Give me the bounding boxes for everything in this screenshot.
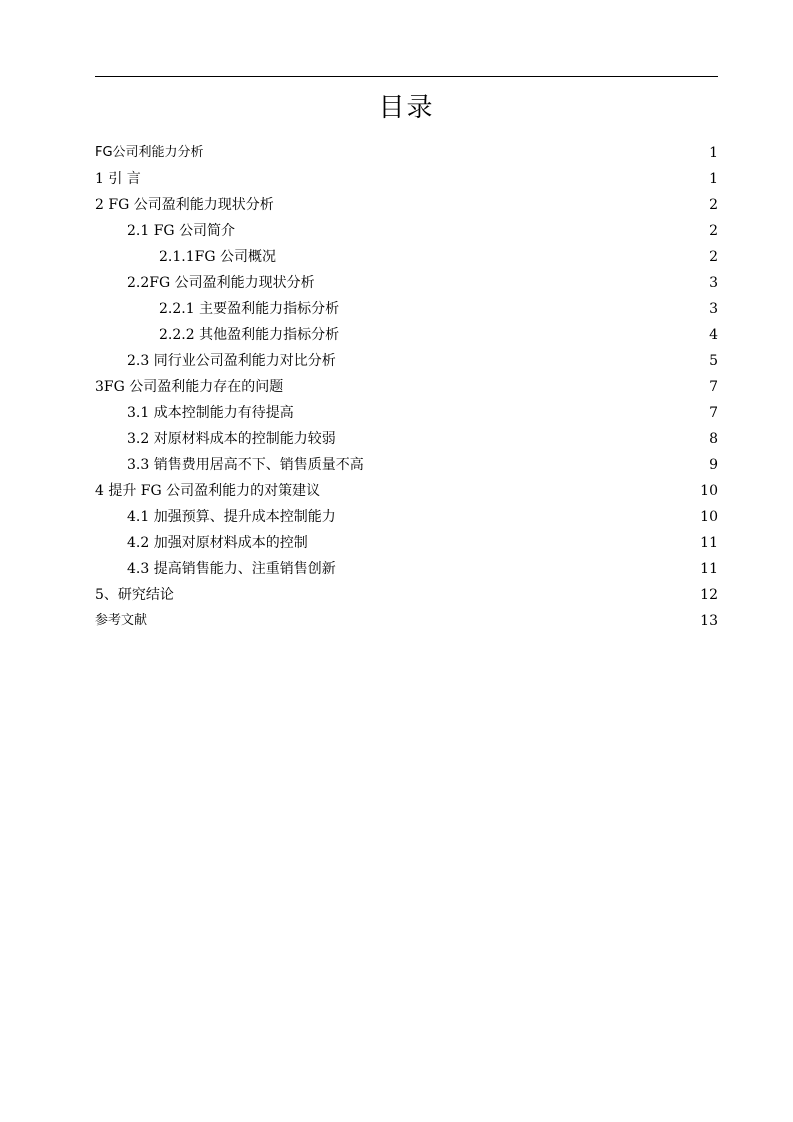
toc-entry[interactable] [95,426,718,452]
toc-entry-page: 3 [709,301,718,317]
toc-entry-page: 12 [700,587,718,603]
toc-entry-page: 1 [709,171,718,187]
toc-entry-label: 4.2 加强对原材料成本的控制 [127,535,308,551]
toc-entry[interactable] [95,452,718,478]
toc-entry-page: 7 [709,405,718,421]
toc-entry-label: 2.2.2 其他盈利能力指标分析 [159,327,340,343]
toc-entry-page: 3 [709,275,718,291]
toc-entry-page: 11 [700,535,718,551]
toc-entry-label: FG公司利能力分析 [95,145,204,160]
toc-entry[interactable] [95,374,718,400]
table-of-contents [95,140,718,634]
toc-entry-page: 1 [709,145,718,161]
toc-entry-label: 3.3 销售费用居高不下、销售质量不高 [127,457,364,473]
toc-entry-label: 2.2.1 主要盈利能力指标分析 [159,301,340,317]
toc-entry-page: 11 [700,561,718,577]
toc-entry[interactable] [95,478,718,504]
toc-entry[interactable] [95,608,718,634]
toc-entry[interactable] [95,140,718,166]
toc-entry-label: 3FG 公司盈利能力存在的问题 [95,379,284,395]
toc-entry[interactable] [95,244,718,270]
toc-entry-page: 8 [709,431,718,447]
toc-entry-label: 3.2 对原材料成本的控制能力较弱 [127,431,336,447]
toc-entry-page: 9 [709,457,718,473]
toc-entry[interactable] [95,296,718,322]
toc-entry-page: 10 [700,509,718,525]
toc-entry-page: 5 [709,353,718,369]
toc-entry-label: 4 提升 FG 公司盈利能力的对策建议 [95,483,321,499]
toc-entry-label: 参考文献 [95,613,148,628]
toc-entry-label: 3.1 成本控制能力有待提高 [127,405,294,421]
toc-entry[interactable] [95,556,718,582]
toc-entry[interactable] [95,348,718,374]
toc-entry[interactable] [95,582,718,608]
toc-entry[interactable] [95,218,718,244]
toc-entry-label: 2.3 同行业公司盈利能力对比分析 [127,353,336,369]
toc-entry-label: 5、研究结论 [95,587,174,603]
toc-entry[interactable] [95,166,718,192]
toc-entry-label: 4.3 提高销售能力、注重销售创新 [127,561,336,577]
toc-entry-label: 2.1 FG 公司简介 [127,223,236,239]
toc-entry[interactable] [95,400,718,426]
toc-entry-label: 2.2FG 公司盈利能力现状分析 [127,275,315,291]
toc-entry[interactable] [95,530,718,556]
toc-entry-label: 2 FG 公司盈利能力现状分析 [95,197,274,213]
toc-entry[interactable] [95,322,718,348]
toc-entry-label: 4.1 加强预算、提升成本控制能力 [127,509,336,525]
toc-title: 目录 [378,93,435,123]
toc-entry-label: 1 引 言 [95,171,141,187]
toc-entry-label: 2.1.1FG 公司概况 [159,249,276,265]
toc-entry-page: 2 [709,223,718,239]
toc-entry-page: 7 [709,379,718,395]
toc-entry-page: 2 [709,249,718,265]
toc-entry-page: 10 [700,483,718,499]
toc-entry[interactable] [95,270,718,296]
toc-entry[interactable] [95,192,718,218]
toc-entry-page: 2 [709,197,718,213]
toc-entry[interactable] [95,504,718,530]
header-rule [95,76,718,77]
toc-entry-page: 4 [709,327,718,343]
toc-entry-page: 13 [700,613,718,629]
